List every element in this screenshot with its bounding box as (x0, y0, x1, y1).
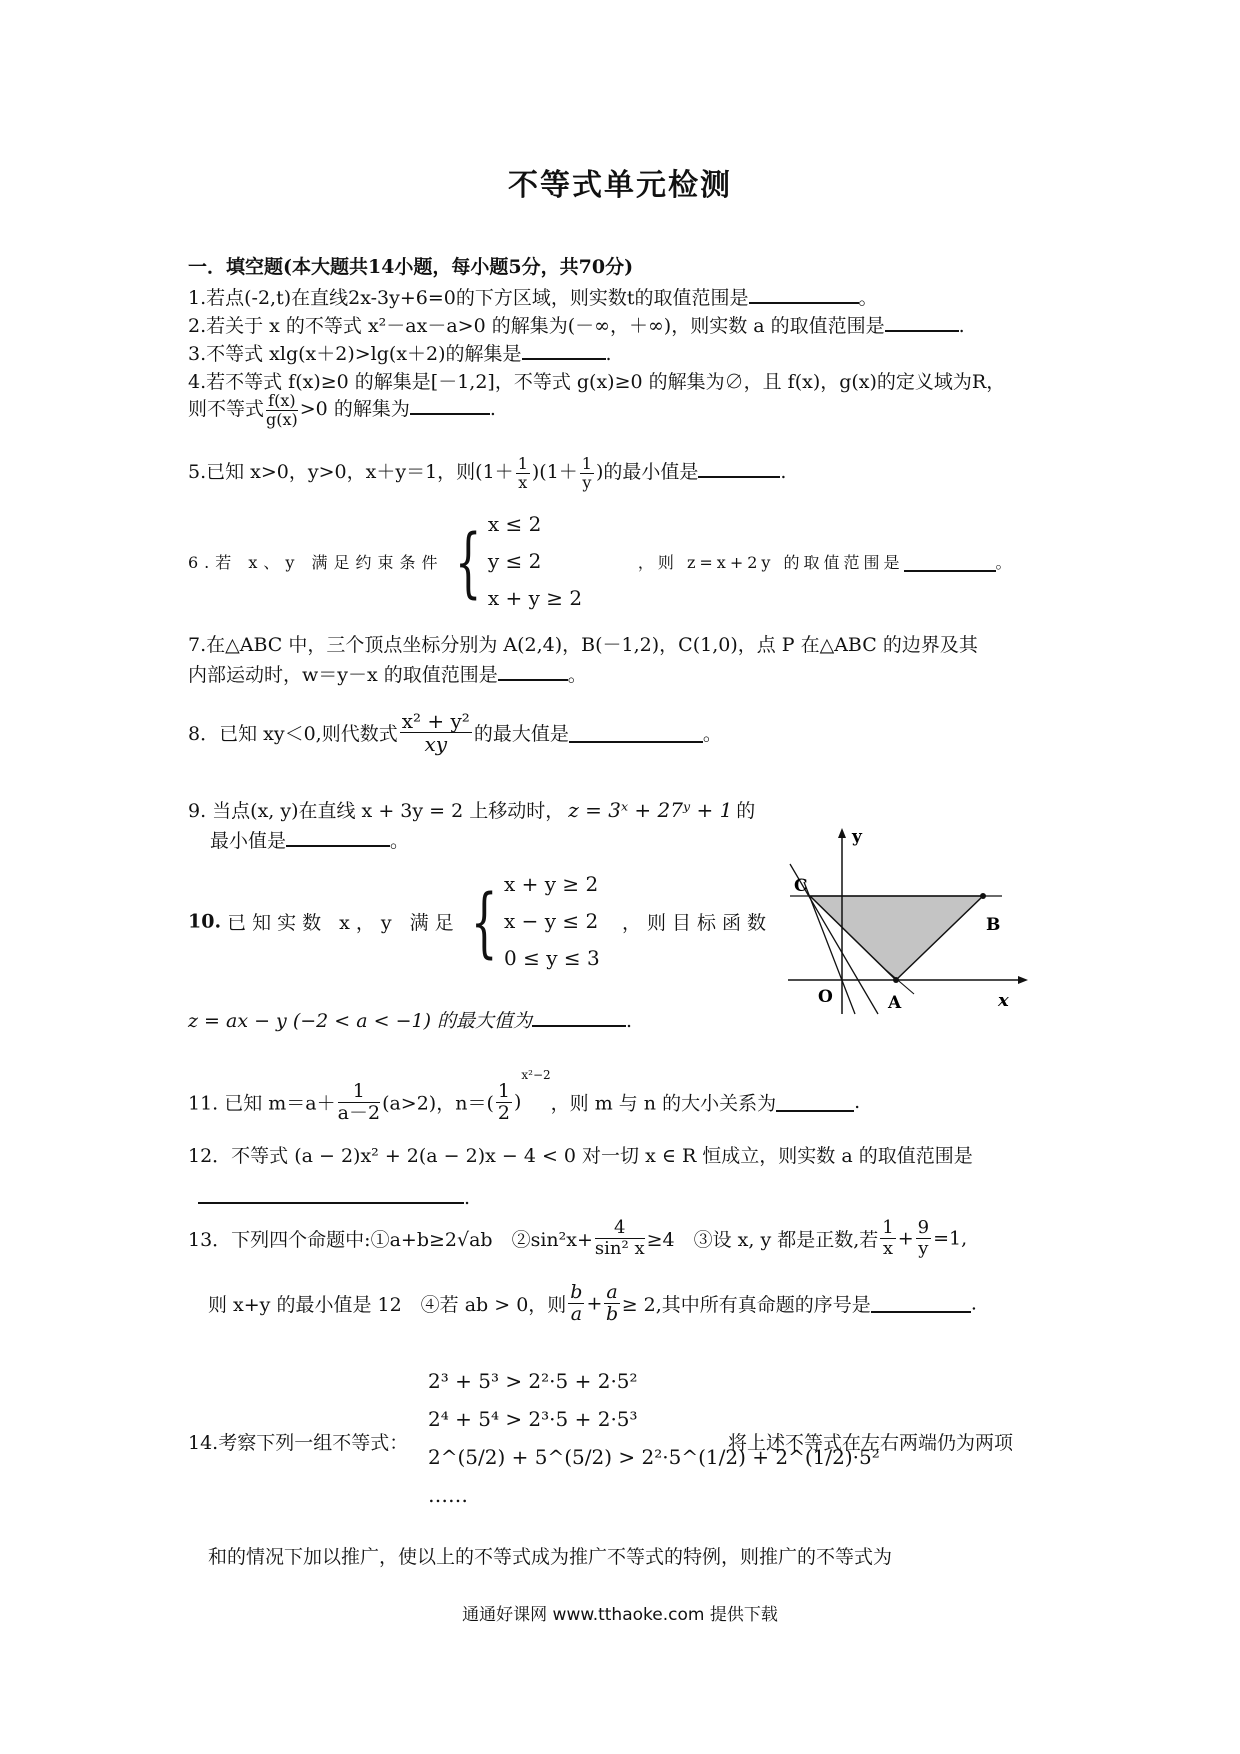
question-8-prefix: 8．已知 xy＜0,则代数式 (188, 723, 398, 745)
q13-frac-num: 4 (595, 1218, 645, 1239)
question-2-text: 2.若关于 x 的不等式 x²－ax－a>0 的解集为(－∞，＋∞)，则实数 a 的取值范围是 (188, 315, 885, 337)
question-11-prefix: 11. 已知 m＝a＋ (188, 1092, 336, 1115)
q14-line-3: 2^(5/2) + 5^(5/2) > 2²·5^(1/2) + 2^(1/2)·5² (428, 1445, 880, 1469)
question-10-suffix: ，则目标函数 (622, 912, 773, 934)
q13-frac5-num: a (606, 1281, 618, 1303)
question-9-line-2-text: 最小值是 (210, 830, 287, 852)
question-3-end: . (605, 343, 612, 365)
q13-frac4-den: a (570, 1302, 583, 1325)
answer-blank-9[interactable] (286, 827, 390, 847)
q13-plus: + (897, 1227, 914, 1250)
question-7-line-1: 7.在△ABC 中，三个顶点坐标分别为 A(2,4)，B(－1,2)，C(1,0)，点 P 在△ABC 的边界及其 (188, 634, 978, 656)
y-axis-arrow (838, 828, 846, 838)
q9-expression: z = 3ˣ + 27ʸ + 1 (568, 798, 733, 822)
q10-constraint-2: x − y ≤ 2 (504, 909, 599, 933)
q5-frac2-den: y (582, 472, 592, 492)
answer-blank-1[interactable] (749, 284, 859, 304)
question-9-line-2 (210, 826, 409, 853)
question-6-suffix: ，则 z=x+2y 的取值范围是 (637, 553, 904, 572)
question-13-line-2-suffix: ≥ 2,其中所有真命题的序号是 (621, 1293, 871, 1316)
page-title: 不等式单元检测 (508, 168, 732, 203)
question-5-prefix: 5.已知 x>0，y>0，x＋y＝1，则(1＋ (188, 461, 514, 484)
label-a: A (888, 993, 902, 1013)
q13-frac-den: sin² x (594, 1237, 645, 1259)
q11-exponent: x²−2 (521, 1068, 551, 1082)
point-b (980, 893, 986, 899)
answer-blank-11[interactable] (776, 1092, 854, 1112)
question-3-text: 3.不等式 xlg(x＋2)>lg(x＋2)的解集是 (188, 343, 522, 365)
q11-frac-den: a－2 (337, 1101, 381, 1124)
label-x: x (998, 990, 1009, 1011)
question-1-end: 。 (858, 287, 878, 309)
x-axis-arrow (1018, 976, 1028, 984)
question-14-label: 14.考察下列一组不等式： (188, 1432, 409, 1454)
question-13-line-1 (188, 1218, 967, 1259)
answer-blank-12[interactable] (198, 1184, 464, 1204)
q14-line-1: 2³ + 5³ > 2²·5 + 2·5² (428, 1369, 638, 1393)
question-9-text: 9. 当点(x, y)在直线 x + 3y = 2 上移动时， (188, 800, 565, 822)
question-11 (188, 1068, 860, 1123)
answer-blank-7[interactable] (498, 661, 568, 681)
q13-plus-2: + (586, 1292, 603, 1315)
q10-brace: { (470, 876, 498, 966)
question-1-text: 1.若点(-2,t)在直线2x-3y+6=0的下方区域，则实数t的取值范围是 (188, 287, 749, 309)
q6-constraint-3: x + y ≥ 2 (487, 586, 583, 610)
question-5 (188, 455, 786, 491)
question-11-end: . (854, 1091, 861, 1113)
q5-frac2-num: 1 (581, 454, 592, 473)
question-8 (188, 710, 722, 755)
q11-frac-num: 1 (338, 1081, 380, 1103)
q14-line-4: …… (428, 1483, 468, 1507)
question-14-line-2: 和的情况下加以推广，使以上的不等式成为推广不等式的特例，则推广的不等式为 (208, 1546, 893, 1568)
question-5-end: . (780, 461, 787, 484)
q11-frac2-den: 2 (497, 1101, 510, 1124)
q8-denominator: xy (424, 732, 448, 756)
footer-source: 通通好课网 www.tthaoke.com 提供下载 (462, 1605, 778, 1625)
question-10-label: 10. (188, 910, 222, 933)
answer-blank-6[interactable] (904, 552, 996, 572)
question-6 (188, 506, 1012, 617)
feasible-region (810, 896, 983, 980)
q13-frac5-den: b (605, 1302, 619, 1325)
question-9-end: 。 (390, 830, 410, 852)
q10-constraints (504, 866, 622, 977)
question-8-end: 。 (702, 723, 722, 745)
question-13-line-2 (208, 1282, 977, 1325)
q10-feasible-region-graph (780, 824, 1030, 1024)
question-4-prefix: 则不等式 (188, 398, 265, 421)
label-y: y (852, 827, 862, 847)
q5-frac1-den: x (518, 472, 528, 492)
q6-constraints (488, 506, 638, 617)
question-12-end: . (464, 1187, 471, 1209)
q6-constraint-1: x ≤ 2 (487, 512, 542, 536)
q4-numerator: f(x) (266, 392, 298, 411)
question-4-line-1: 4.若不等式 f(x)≥0 的解集是[－1,2]，不等式 g(x)≥0 的解集为∅，且 f(x)，g(x)的定义域为R， (188, 371, 1006, 393)
question-4-suffix: >0 的解集为 (299, 398, 410, 421)
question-10-objective: z = ax − y (−2 < a < −1) 的最大值为 (188, 1010, 533, 1032)
question-6-end: 。 (995, 553, 1012, 572)
question-13-suffix: =1, (933, 1227, 968, 1250)
answer-blank-3[interactable] (522, 340, 606, 360)
answer-blank-13[interactable] (871, 1293, 971, 1313)
question-7-line-2 (188, 660, 587, 687)
question-13-mid: ≥4 ③设 x, y 都是正数,若 (646, 1228, 879, 1251)
q11-close-paren: ) (513, 1091, 522, 1113)
label-c: C (794, 876, 808, 896)
answer-blank-2[interactable] (885, 312, 959, 332)
question-11-suffix: ，则 m 与 n 的大小关系为 (550, 1092, 777, 1115)
q13-frac3-num: 9 (917, 1217, 930, 1238)
question-4-line-2 (188, 392, 496, 428)
question-10-end: . (626, 1010, 633, 1032)
q14-line-2: 2⁴ + 5⁴ > 2³·5 + 2·5³ (428, 1407, 638, 1431)
q13-frac4-num: b (570, 1281, 583, 1303)
q5-frac1-num: 1 (517, 454, 528, 473)
q10-constraint-3: 0 ≤ y ≤ 3 (504, 946, 600, 970)
question-10-prefix: 已知实数 x，y 满足 (227, 912, 460, 934)
answer-blank-5[interactable] (698, 458, 780, 478)
q6-constraint-2: y ≤ 2 (487, 549, 542, 573)
question-11-mid: (a>2)，n＝( (382, 1092, 494, 1115)
label-b: B (986, 915, 1001, 935)
q8-numerator: x² + y² (401, 709, 470, 733)
q13-frac3-den: y (918, 1237, 929, 1259)
q13-frac2-den: x (882, 1237, 894, 1259)
answer-blank-10[interactable] (532, 1007, 626, 1027)
question-9-line-1 (188, 796, 755, 823)
q10-constraint-1: x + y ≥ 2 (504, 872, 599, 896)
answer-blank-8[interactable] (569, 723, 703, 743)
question-6-prefix: 6.若 x、y 满足约束条件 (188, 553, 444, 572)
answer-blank-4[interactable] (410, 395, 490, 415)
q4-denominator: g(x) (266, 409, 298, 429)
question-12-answer-line (198, 1184, 470, 1209)
label-o: O (818, 987, 833, 1007)
question-10-line-2 (188, 1006, 632, 1033)
section-heading: 一．填空题(本大题共14小题，每小题5分，共70分) (188, 256, 634, 278)
question-2-end: . (958, 315, 965, 337)
question-9-line-1-end: 的 (736, 800, 756, 822)
question-8-suffix: 的最大值是 (473, 723, 569, 745)
question-5-suffix: )的最小值是 (595, 461, 699, 484)
question-4-end: . (489, 398, 496, 421)
question-3 (188, 339, 612, 366)
question-13-line-2-prefix: 则 x+y 的最小值是 12 ④若 ab > 0，则 (208, 1293, 567, 1316)
q11-frac2-num: 1 (497, 1079, 510, 1102)
question-1 (188, 283, 878, 310)
question-5-mid: )(1＋ (531, 461, 578, 484)
question-7-text: 内部运动时，w＝y－x 的取值范围是 (188, 664, 498, 686)
question-12: 12．不等式 (a − 2)x² + 2(a − 2)x − 4 < 0 对一切 x ∈ R 恒成立，则实数 a 的取值范围是 (188, 1145, 973, 1167)
q13-frac2-num: 1 (882, 1217, 894, 1238)
question-14-right-text: 将上述不等式在左右两端仍为两项 (728, 1432, 1014, 1454)
question-10 (188, 866, 772, 977)
question-2 (188, 311, 965, 338)
question-13-end: . (970, 1292, 977, 1315)
point-a (893, 977, 899, 983)
question-13-prefix: 13．下列四个命题中:①a+b≥2√ab ②sin²x+ (188, 1228, 593, 1251)
q6-brace: { (454, 516, 481, 606)
question-7-end: 。 (567, 664, 587, 686)
